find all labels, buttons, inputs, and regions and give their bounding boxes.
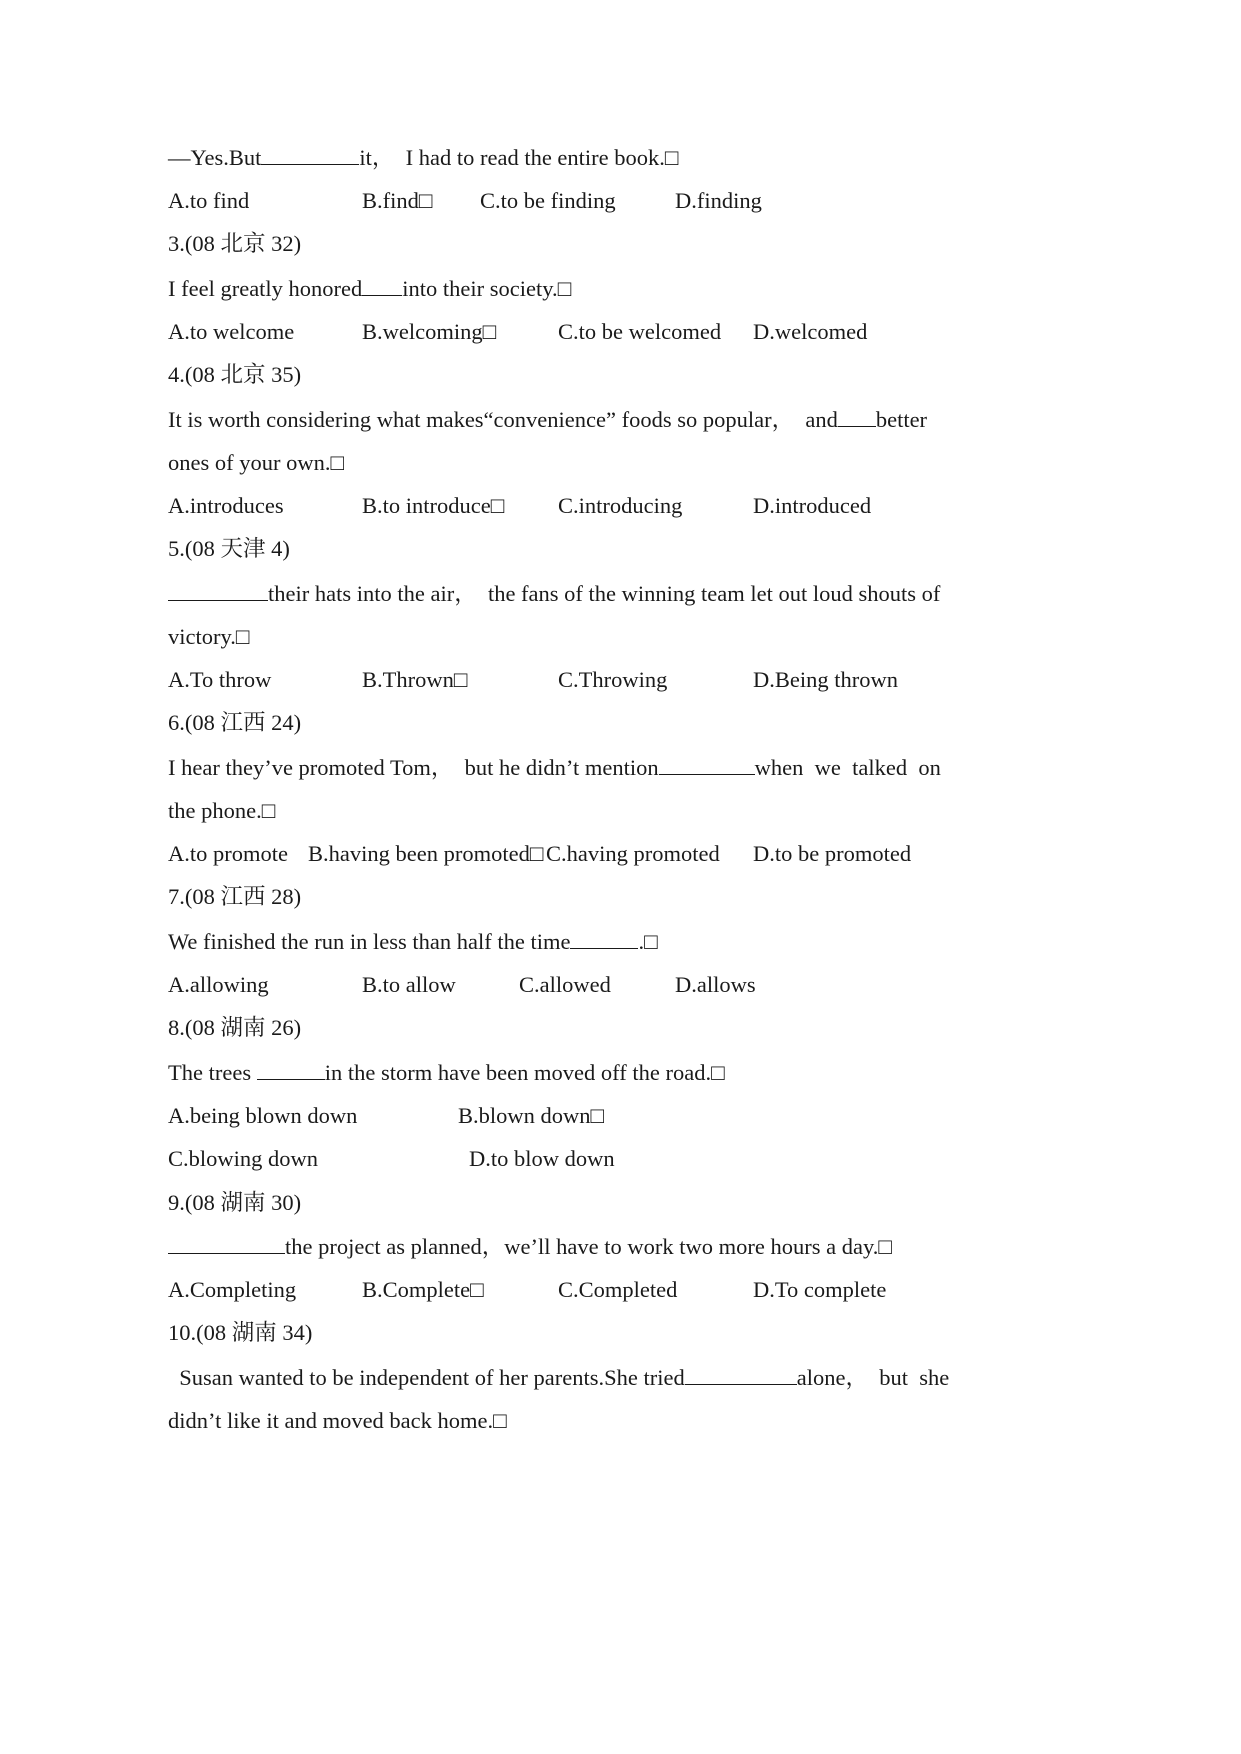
q7-stem: We finished the run in less than half the time .□ bbox=[168, 926, 658, 957]
q8-option-a: A.being blown down bbox=[168, 1103, 358, 1128]
q7-option-d: D.allows bbox=[675, 972, 756, 997]
box-glyph: □ bbox=[711, 1060, 725, 1085]
q6-stem: I hear they’ve promoted Tom， but he didn’t mention when we talked on bbox=[168, 752, 941, 783]
answer-blank bbox=[261, 142, 359, 165]
q6-option-b: B.having been promoted□ bbox=[308, 841, 544, 866]
q4-option-c: C.introducing bbox=[558, 493, 683, 518]
box-glyph: □ bbox=[878, 1234, 892, 1259]
q4-header: 4.(08 北京 35) bbox=[168, 362, 302, 387]
box-glyph: □ bbox=[590, 1103, 605, 1128]
q9-option-d: D.To complete bbox=[753, 1277, 887, 1302]
q2-stem bbox=[168, 142, 679, 173]
box-glyph: □ bbox=[418, 188, 433, 213]
q6-stem-cont: the phone.□ bbox=[168, 798, 276, 823]
answer-blank bbox=[257, 1057, 325, 1080]
q2-option-d: D.finding bbox=[675, 188, 762, 213]
q10-stem: Susan wanted to be independent of her parents.She tried alone， but she bbox=[168, 1362, 949, 1393]
q5-option-b: B.Thrown□ bbox=[362, 667, 468, 692]
q3-header: 3.(08 北京 32) bbox=[168, 231, 302, 256]
q9-stem: the project as planned，we’ll have to work two more hours a day.□ bbox=[168, 1231, 892, 1262]
box-glyph: □ bbox=[482, 319, 497, 344]
q9-option-b: B.Complete□ bbox=[362, 1277, 484, 1302]
box-glyph: □ bbox=[493, 1408, 507, 1433]
box-glyph: □ bbox=[664, 145, 679, 170]
box-glyph: □ bbox=[330, 450, 345, 475]
q3-stem: I feel greatly honored into their society.□ bbox=[168, 273, 571, 304]
box-glyph: □ bbox=[235, 624, 250, 649]
q8-option-c: C.blowing down bbox=[168, 1146, 319, 1171]
q6-header: 6.(08 江西 24) bbox=[168, 710, 302, 735]
q9-header: 9.(08 湖南 30) bbox=[168, 1190, 302, 1215]
q2-option-a: A.to find bbox=[168, 188, 250, 213]
q3-option-b: B.welcoming□ bbox=[362, 319, 497, 344]
q4-option-b: B.to introduce□ bbox=[362, 493, 505, 518]
q6-option-c: C.having promoted bbox=[546, 841, 720, 866]
q7-option-c: C.allowed bbox=[519, 972, 611, 997]
q6-option-d: D.to be promoted bbox=[753, 841, 912, 866]
q4-option-a: A.introduces bbox=[168, 493, 284, 518]
box-glyph: □ bbox=[557, 276, 572, 301]
box-glyph: □ bbox=[490, 493, 505, 518]
box-glyph: □ bbox=[529, 841, 544, 866]
q2-stem-text: —Yes.But bbox=[168, 145, 262, 170]
q2-option-c: C.to be finding bbox=[480, 188, 616, 213]
q3-option-a: A.to welcome bbox=[168, 319, 295, 344]
q5-stem: their hats into the air， the fans of the winning team let out loud shouts of bbox=[168, 578, 940, 609]
q6-option-a: A.to promote bbox=[168, 841, 288, 866]
answer-blank bbox=[685, 1362, 797, 1385]
q4-stem-cont: ones of your own.□ bbox=[168, 450, 345, 475]
box-glyph: □ bbox=[470, 1277, 484, 1302]
box-glyph: □ bbox=[453, 667, 468, 692]
q8-stem: The trees in the storm have been moved off the road.□ bbox=[168, 1057, 725, 1088]
q3-option-d: D.welcomed bbox=[753, 319, 868, 344]
q10-stem-cont: didn’t like it and moved back home.□ bbox=[168, 1408, 507, 1433]
q4-option-d: D.introduced bbox=[753, 493, 872, 518]
q3-option-c: C.to be welcomed bbox=[558, 319, 722, 344]
answer-blank bbox=[168, 1231, 285, 1254]
answer-blank bbox=[838, 404, 876, 427]
box-glyph: □ bbox=[261, 798, 276, 823]
q7-header: 7.(08 江西 28) bbox=[168, 884, 302, 909]
answer-blank bbox=[362, 273, 402, 296]
q2-stem-text: it， I had to read the entire book. bbox=[359, 145, 665, 170]
q7-option-b: B.to allow bbox=[362, 972, 456, 997]
q8-option-b: B.blown down□ bbox=[458, 1103, 605, 1128]
answer-blank bbox=[659, 752, 755, 775]
box-glyph: □ bbox=[644, 929, 658, 954]
answer-blank bbox=[570, 926, 638, 949]
q10-header: 10.(08 湖南 34) bbox=[168, 1320, 313, 1345]
q2-option-b: B.find□ bbox=[362, 188, 433, 213]
q9-option-c: C.Completed bbox=[558, 1277, 678, 1302]
q5-stem-cont: victory.□ bbox=[168, 624, 250, 649]
q5-option-d: D.Being thrown bbox=[753, 667, 898, 692]
q5-option-a: A.To throw bbox=[168, 667, 272, 692]
q4-stem: It is worth considering what makes“convenience” foods so popular， and better bbox=[168, 404, 927, 435]
q9-option-a: A.Completing bbox=[168, 1277, 297, 1302]
q5-header: 5.(08 天津 4) bbox=[168, 536, 290, 561]
q8-option-d: D.to blow down bbox=[469, 1146, 615, 1171]
q7-option-a: A.allowing bbox=[168, 972, 269, 997]
q8-header: 8.(08 湖南 26) bbox=[168, 1015, 302, 1040]
answer-blank bbox=[168, 578, 268, 601]
q5-option-c: C.Throwing bbox=[558, 667, 668, 692]
